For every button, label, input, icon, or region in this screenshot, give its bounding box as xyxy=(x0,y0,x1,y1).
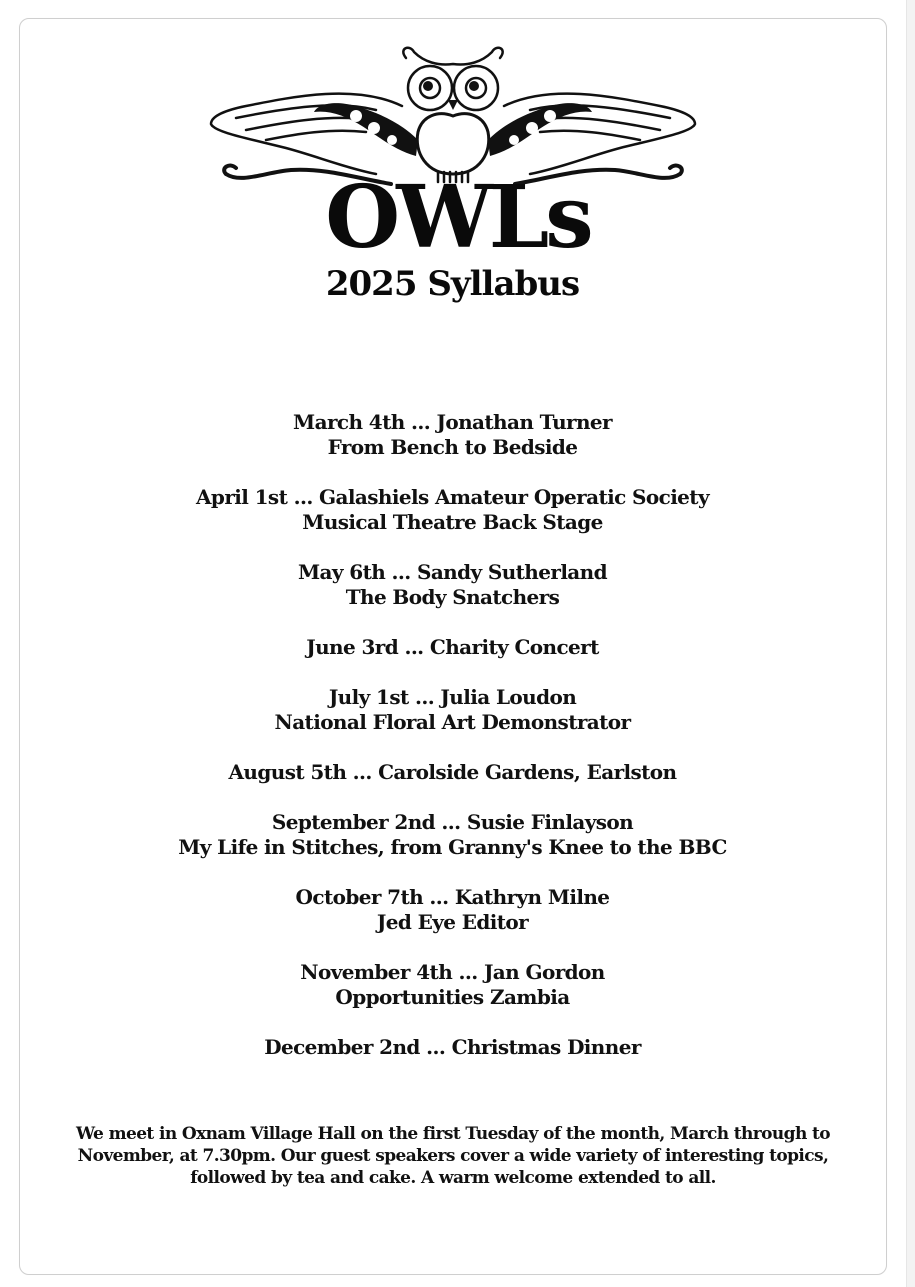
event-detail: National Floral Art Demonstrator xyxy=(274,710,631,734)
list-item xyxy=(0,485,905,535)
event-heading: May 6th ... Sandy Sutherland xyxy=(297,560,607,584)
event-detail: Jed Eye Editor xyxy=(376,910,529,934)
meeting-info: We meet in Oxnam Village Hall on the first Tuesday of the month, March through to November, at 7.30pm. Our guest speakers cover a wide variety of interesting topics, followed by tea and cake. A warm welcome extended to all. xyxy=(75,1124,831,1188)
page-subtitle: 2025 Syllabus xyxy=(325,264,580,304)
event-detail: Opportunities Zambia xyxy=(335,985,570,1009)
list-item xyxy=(0,760,905,785)
event-heading: August 5th ... Carolside Gardens, Earlston xyxy=(228,760,677,784)
list-item xyxy=(0,635,905,660)
event-heading: March 4th ... Jonathan Turner xyxy=(293,410,612,434)
event-list xyxy=(0,410,905,1085)
event-heading: September 2nd ... Susie Finlayson xyxy=(271,810,634,834)
list-item xyxy=(0,810,905,860)
list-item xyxy=(0,410,905,460)
list-item xyxy=(0,1035,905,1060)
event-detail: The Body Snatchers xyxy=(345,585,560,609)
event-heading: April 1st ... Galashiels Amateur Operatic Society xyxy=(196,485,709,509)
event-heading: November 4th ... Jan Gordon xyxy=(300,960,605,984)
event-heading: July 1st ... Julia Loudon xyxy=(328,685,577,709)
event-heading: June 3rd ... Charity Concert xyxy=(306,635,599,659)
page-title: OWLs xyxy=(325,167,590,268)
event-heading: December 2nd ... Christmas Dinner xyxy=(264,1035,641,1059)
event-detail: Musical Theatre Back Stage xyxy=(302,510,603,534)
event-detail: From Bench to Bedside xyxy=(327,435,578,459)
list-item xyxy=(0,960,905,1010)
list-item xyxy=(0,885,905,935)
list-item xyxy=(0,560,905,610)
list-item xyxy=(0,685,905,735)
event-detail: My Life in Stitches, from Granny's Knee to the BBC xyxy=(178,835,727,859)
event-heading: October 7th ... Kathryn Milne xyxy=(295,885,610,909)
